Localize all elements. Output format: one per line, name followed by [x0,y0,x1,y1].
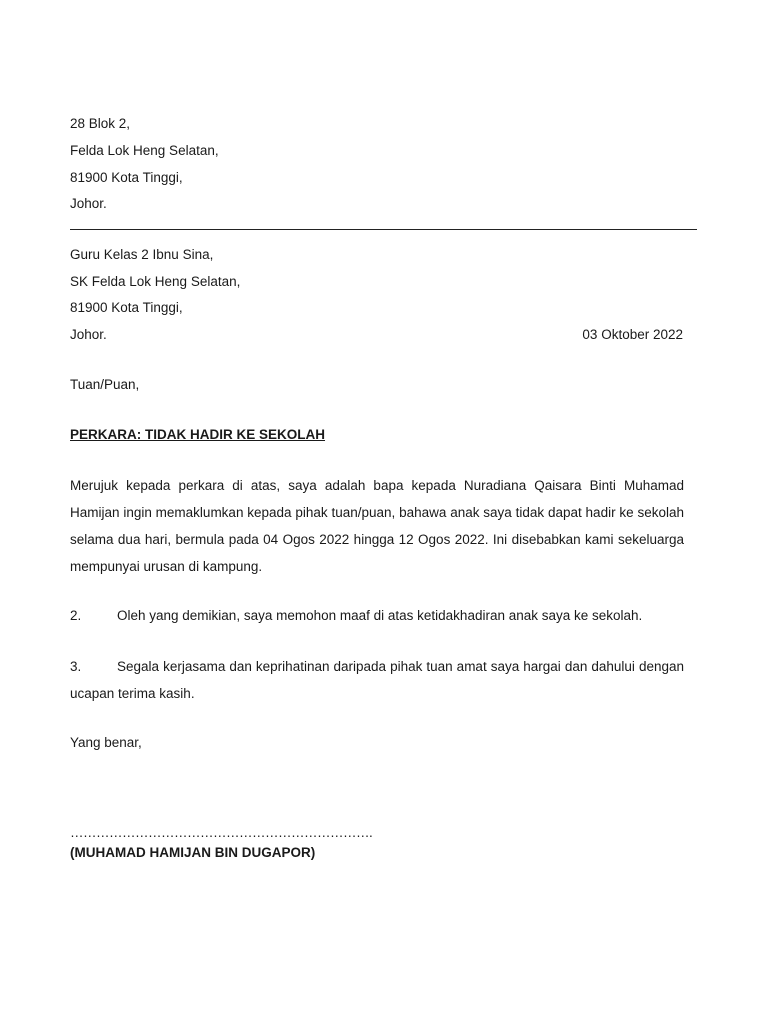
paragraph-2 [70,602,684,629]
recipient-address-line-3: 81900 Kota Tinggi, [70,300,183,315]
signatory-name: (MUHAMAD HAMIJAN BIN DUGAPOR) [70,845,316,860]
sender-address-line-1: 28 Blok 2, [70,116,131,131]
address-divider [70,229,697,230]
paragraph-3 [70,653,684,707]
sender-address-line-2: Felda Lok Heng Selatan, [70,143,219,158]
paragraph-3-text: Segala kerjasama dan keprihatinan daripada pihak tuan amat saya hargai dan dahului dengan ucapan terima kasih. [70,659,684,701]
paragraph-2-text: Oleh yang demikian, saya memohon maaf di atas ketidakhadiran anak saya ke sekolah. [117,608,643,623]
paragraph-2-number: 2. [70,608,82,623]
paragraph-3-number: 3. [70,659,82,674]
recipient-address-line-2: SK Felda Lok Heng Selatan, [70,274,241,289]
sender-address-line-4: Johor. [70,196,107,211]
paragraph-1: Merujuk kepada perkara di atas, saya adalah bapa kepada Nuradiana Qaisara Binti Muhamad Hamijan ingin memaklumkan kepada pihak tuan/puan, bahawa anak saya tidak dapat hadir ke sekolah selama dua hari, bermula pada 04 Ogos 2022 hingga 12 Ogos 2022. Ini disebabkan kami sekeluarga mempunyai urusan di kampung. [70,478,684,574]
recipient-address-line-4: Johor. [70,327,107,342]
letter-date: 03 Oktober 2022 [582,327,683,342]
sender-address-line-3: 81900 Kota Tinggi, [70,170,183,185]
salutation: Tuan/Puan, [70,377,140,392]
closing: Yang benar, [70,735,142,750]
recipient-address-line-1: Guru Kelas 2 Ibnu Sina, [70,247,214,262]
letter-subject: PERKARA: TIDAK HADIR KE SEKOLAH [70,427,326,442]
signature-line: ……………………………………………………………. [70,825,373,840]
